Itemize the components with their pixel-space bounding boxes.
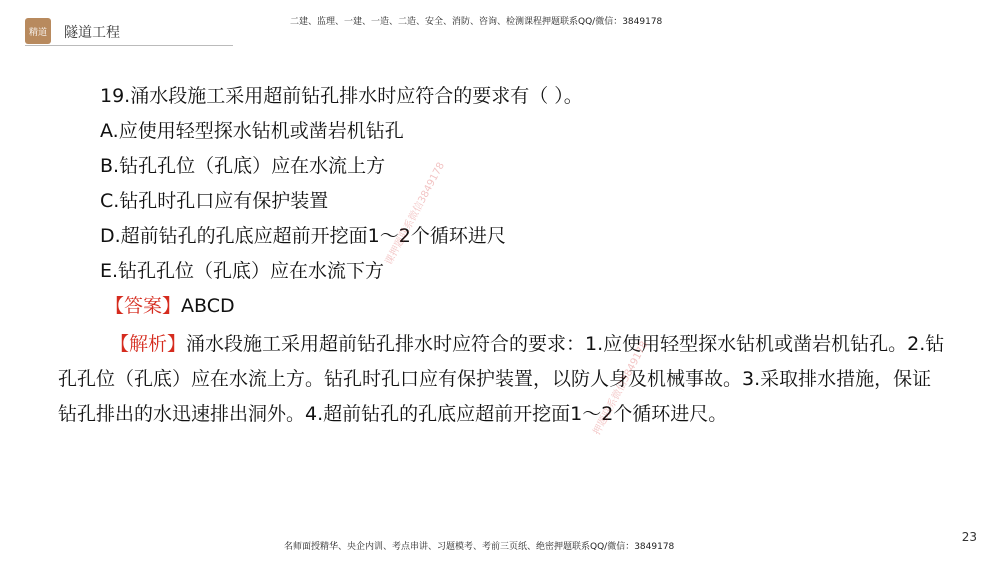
option-b: B.钻孔孔位（孔底）应在水流上方: [100, 155, 386, 177]
option-d: D.超前钻孔的孔底应超前开挖面1～2个循环进尺: [100, 225, 506, 247]
watermark-lower: 押题联系微信3849178: [591, 339, 651, 438]
watermark-upper: 课押题联系微信3849178: [383, 160, 448, 268]
answer-value: ABCD: [181, 295, 235, 317]
analysis-text: 涌水段施工采用超前钻孔排水时应符合的要求：1.应使用轻型探水钻机或凿岩机钻孔。2.钻孔孔位（孔底）应在水流上方。钻孔时孔口应有保护装置，以防人身及机械事故。3.采取排水措施，保证钻孔排出的水迅速排出洞外。4.超前钻孔的孔底应超前开挖面1～2个循环进尺。: [58, 333, 945, 425]
course-title: 隧道工程: [64, 25, 120, 41]
answer-label: 【答案】: [105, 295, 182, 317]
header-divider: [25, 45, 233, 46]
analysis-paragraph: [58, 327, 948, 432]
footer-contact-notice: 名师面授精华、央企内训、考点串讲、习题模考、考前三页纸、绝密押题联系QQ/微信：3849178: [284, 542, 675, 552]
page-number: 23: [961, 530, 977, 544]
answer-line: [105, 293, 235, 319]
option-a: A.应使用轻型探水钻机或凿岩机钻孔: [100, 120, 404, 142]
question-stem: 19.涌水段施工采用超前钻孔排水时应符合的要求有（ ）。: [100, 85, 583, 107]
option-c: C.钻孔时孔口应有保护装置: [100, 190, 329, 212]
analysis-label: 【解析】: [110, 333, 187, 355]
header-contact-notice: 二建、监理、一建、一造、二造、安全、消防、咨询、检测课程押题联系QQ/微信：3849178: [290, 17, 663, 27]
option-e: E.钻孔孔位（孔底）应在水流下方: [100, 260, 385, 282]
logo-badge: 精道: [25, 18, 51, 44]
